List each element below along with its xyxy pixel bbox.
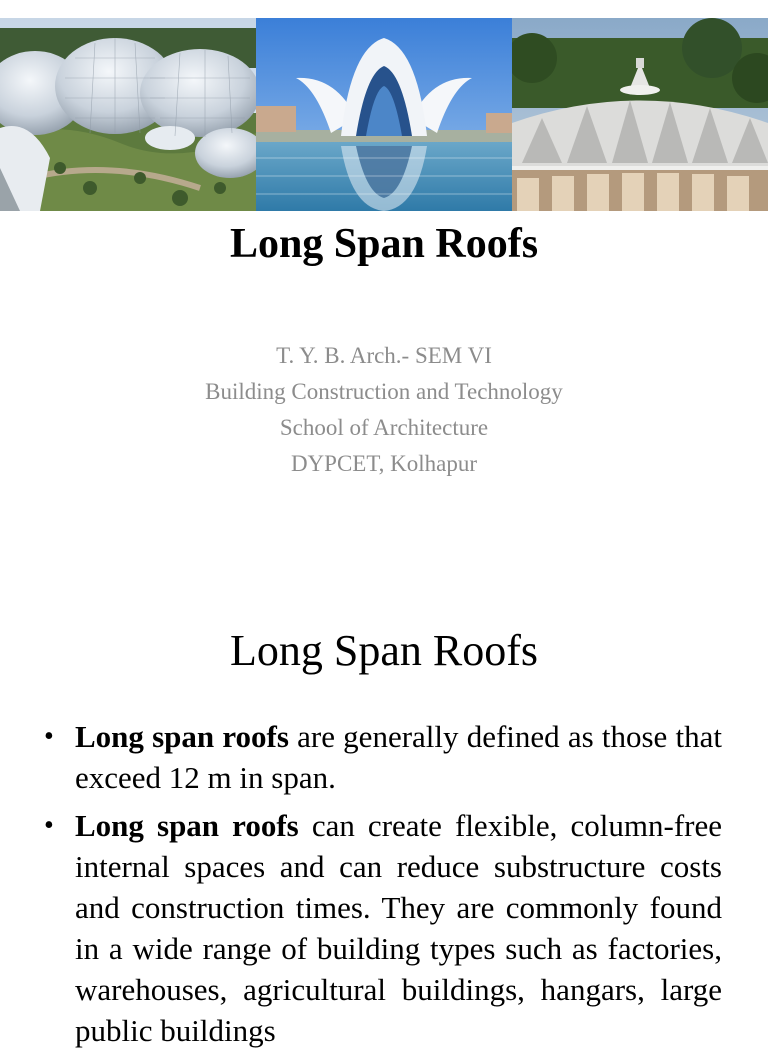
folded-plate-dome-photo (512, 18, 768, 211)
bullet-item (42, 805, 722, 1051)
bullet-list (42, 716, 722, 1058)
bullet-item (42, 716, 722, 798)
cover-subtitle (0, 338, 768, 482)
slide-title: Long Span Roofs (230, 626, 538, 675)
subtitle-line-institute: DYPCET, Kolhapur (290, 451, 478, 476)
bullet-icon: • (44, 721, 54, 752)
photo-banner (0, 18, 768, 211)
subtitle-line-class: T. Y. B. Arch.- SEM VI (276, 343, 492, 368)
bullet-icon: • (44, 810, 54, 841)
bullet-bold-term: Long span roofs (75, 808, 299, 843)
bullet-bold-term: Long span roofs (75, 719, 289, 754)
arched-building-photo (256, 18, 512, 211)
bullet-text: are generally defined as those that exceed 12 m in span. (75, 719, 722, 795)
cover-title: Long Span Roofs (229, 221, 539, 267)
geodesic-domes-photo (0, 18, 256, 211)
subtitle-line-course: Building Construction and Technology (205, 379, 563, 404)
subtitle-line-school: School of Architecture (279, 415, 489, 440)
bullet-text: can create flexible, column-free internal spaces and can reduce substructure costs and construction times. They are commonly found in a wide range of building types such as factories, warehouses, agricultural buildings, hangars, large public buildings (75, 808, 722, 1048)
